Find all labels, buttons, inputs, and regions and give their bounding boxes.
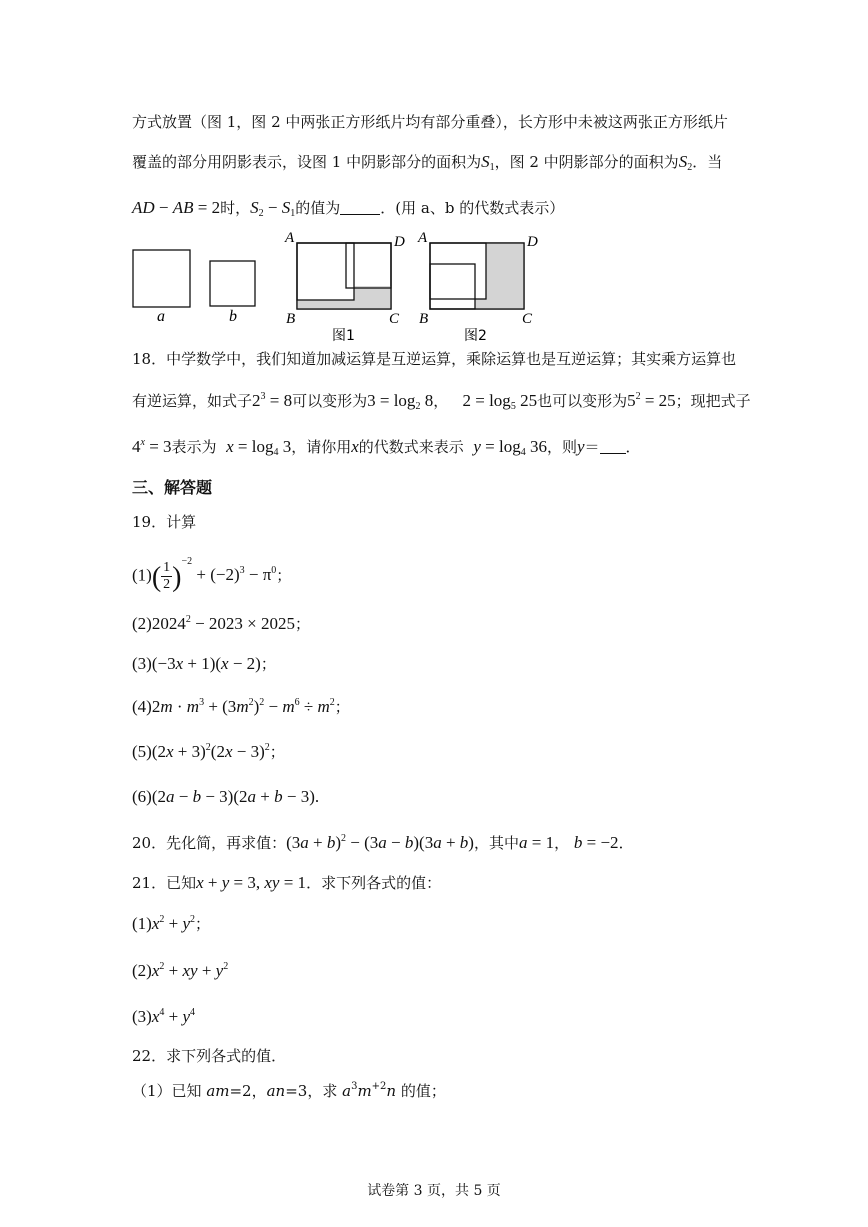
section-title: 三、解答题 <box>132 478 213 497</box>
fig1-caption: 图1 <box>332 328 355 344</box>
q19-part3: (3)(−3x + 1)(x − 2)； <box>132 654 276 673</box>
q21-part3: $(3)x^4 + y^4$ <box>132 1007 196 1026</box>
q19-part6: (6)(2a − b − 3)(2a + b − 3). <box>132 787 320 806</box>
q22-title: 22．求下列各式的值． <box>132 1047 287 1065</box>
answer-blank-18 <box>600 439 626 454</box>
svg-text:A: A <box>285 230 295 246</box>
q18-line3: $4^x = 3$表示为 $x = \log_4 3$，请你用x的代数式来表示 $y = \log_4 36$，则y＝ ． <box>132 437 641 458</box>
square-a <box>133 250 190 307</box>
q21-part2: $(2)x^2$ + xy + $y^2$ <box>132 961 229 980</box>
q21-part1: $(1)x^2 + y^2$； <box>132 914 211 933</box>
svg-text:B: B <box>286 311 296 327</box>
svg-text:C: C <box>389 311 400 327</box>
q22-part1: （1）已知 am=2，an=3，求 $a^3m^{+2}n$ 的值； <box>132 1081 446 1100</box>
q17-figures <box>120 228 560 346</box>
q18-line2: 有逆运算，如式子$2^3 = 8$可以变形为$3 = \log_2 8$， $2 = \log_5 25$也可以变形为$5^2 = 25$；现把式子 <box>132 391 751 412</box>
q17-line1: 方式放置（图 1，图 2 中两张正方形纸片均有部分重叠），长方形中未被这两张正方形纸片 <box>132 113 728 131</box>
svg-text:D: D <box>527 234 538 250</box>
q17-line2: 覆盖的部分用阴影表示，设图 1 中阴影部分的面积为$S_1$，图 2 中阴影部分的面积为$S_2$．当 <box>132 152 723 173</box>
svg-text:D: D <box>394 234 405 250</box>
answer-blank-17 <box>340 200 380 215</box>
svg-text:B: B <box>419 311 429 327</box>
square-b <box>210 261 255 306</box>
q19-part2: $(2)2024^2 - 2023 \times 2025$； <box>132 614 311 633</box>
svg-text:C: C <box>522 311 533 327</box>
page-footer: 试卷第 3 页，共 5 页 <box>367 1183 501 1199</box>
q19-part5: $(5)(2x + 3)^2(2x - 3)^2$； <box>132 742 285 761</box>
label-b: b <box>229 308 237 325</box>
q19-part1: (1)( $\frac{1}{2}$ )$^{-2} + (-2)^3 - \pi^0$； <box>132 556 292 594</box>
q19-part4: $(4)2m \cdot m^3 + (3m^2)^2 - m^6 \div m^2$； <box>132 697 350 716</box>
label-a: a <box>157 308 165 325</box>
q19-title: 19．计算 <box>132 513 197 531</box>
fig2-caption: 图2 <box>464 328 487 344</box>
q21-line: 21．已知x + y = 3, xy = 1．求下列各式的值： <box>132 873 442 892</box>
q18-line1: 18．中学数学中，我们知道加减运算是互逆运算，乘除运算也是互逆运算；其实乘方运算也 <box>132 350 737 368</box>
q20-line: 20．先化简，再求值：$(3a + b)^2 - (3a - b)(3a + b)$，其中a = 1， b = −2． <box>132 833 634 852</box>
q17-line3: AD − AB = 2时，$S_2 - S_1$的值为 ．(用 a、b 的代数式表示） <box>132 198 565 219</box>
svg-text:A: A <box>418 230 428 246</box>
